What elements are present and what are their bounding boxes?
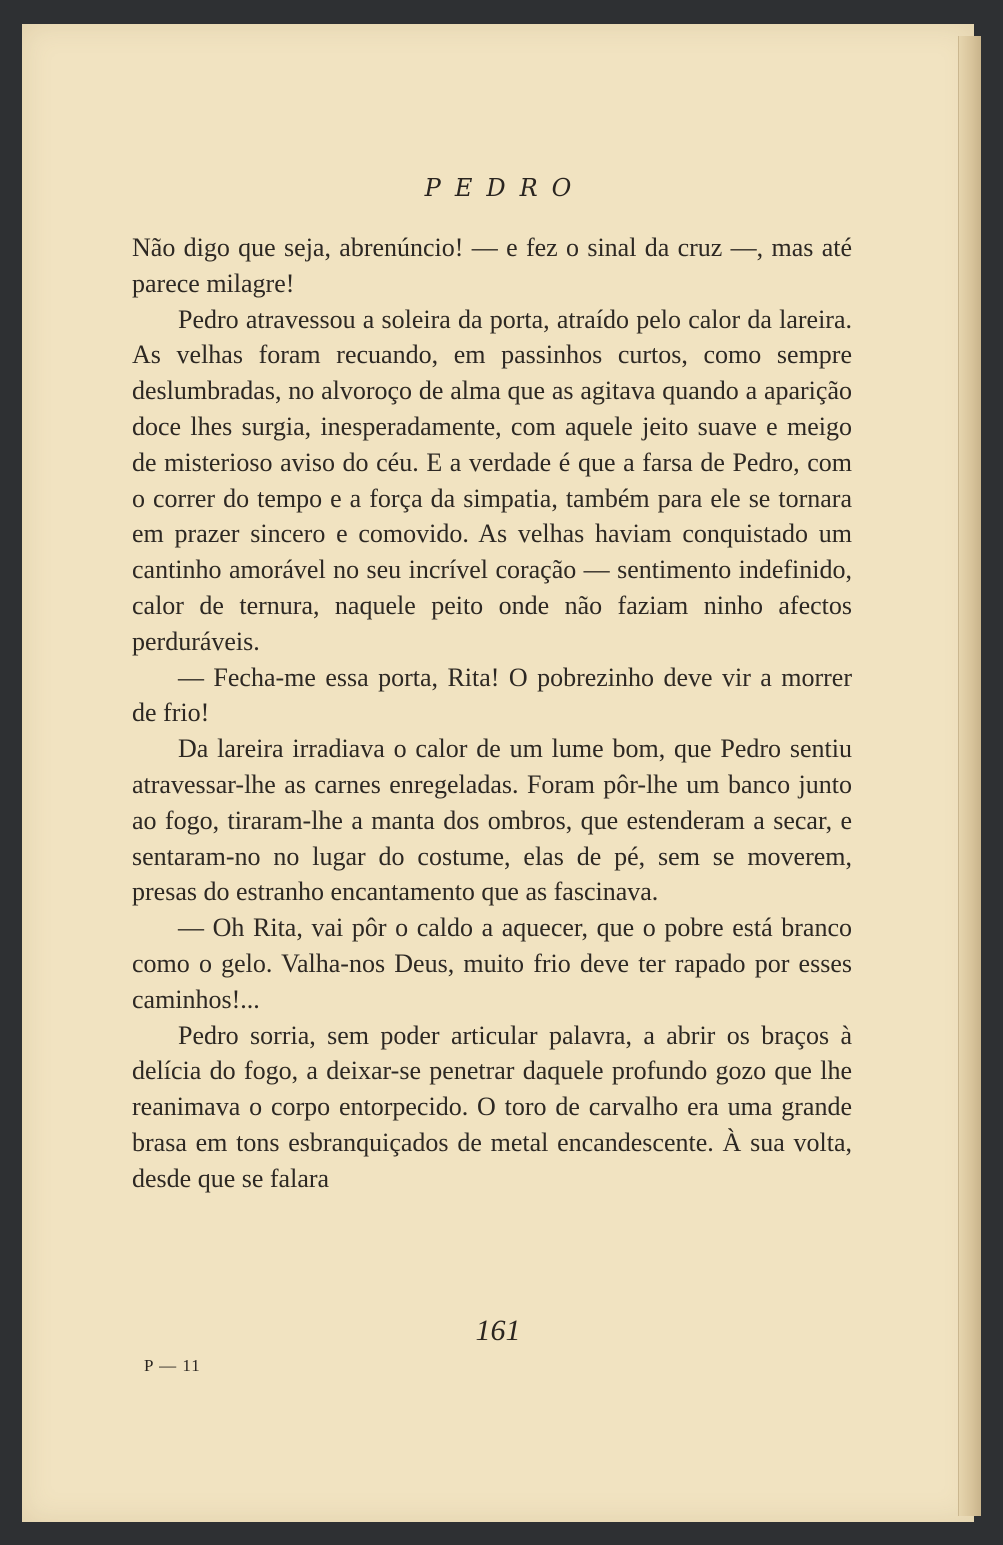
page-stack-edge — [958, 36, 981, 1516]
signature-mark: P — 11 — [144, 1356, 201, 1375]
paragraph: — Oh Rita, vai pôr o caldo a aquecer, que o pobre está branco como o gelo. Valha-nos Deus, muito frio deve ter rapado por esses caminhos!... — [132, 913, 852, 1014]
paragraph: — Fecha-me essa porta, Rita! O pobrezinho deve vir a morrer de frio! — [132, 662, 852, 728]
paragraph: Não digo que seja, abrenúncio! — e fez o sinal da cruz —, mas até parece milagre! — [132, 233, 852, 298]
paragraph: Pedro sorria, sem poder articular palavra, a abrir os braços à delícia do fogo, a deixar-se penetrar daquele profundo gozo que lhe reanimava o corpo entorpecido. O toro de carvalho era uma grande brasa em tons esbranquiçados de metal encandescente. À sua volta, desde que se falara — [132, 1020, 852, 1193]
book-page — [22, 24, 974, 1522]
running-head: PEDRO — [424, 174, 586, 202]
body-text — [132, 230, 852, 1197]
paragraph: Da lareira irradiava o calor de um lume bom, que Pedro sentiu atravessar-lhe as carnes enregeladas. Foram pôr-lhe um banco junto ao fogo, tiraram-lhe a manta dos ombros, que estenderam a secar, e sentaram-no no lugar do costume, elas de pé, sem se moverem, presas do estranho encantamento que as fascinava. — [132, 734, 852, 907]
paragraph: Pedro atravessou a soleira da porta, atraído pelo calor da lareira. As velhas foram recuando, em passinhos curtos, como sempre deslumbradas, no alvoroço de alma que as agitava quando a aparição doce lhes surgia, inesperadamente, com aquele jeito suave e meigo de misterioso aviso do céu. E a verdade é que a farsa de Pedro, com o correr do tempo e a força da simpatia, também para ele se tornara em prazer sincero e comovido. As velhas haviam conquistado um cantinho amorável no seu incrível coração — sentimento indefinido, calor de ternura, naquele peito onde não faziam ninho afectos perduráveis. — [132, 304, 852, 656]
page-number: 161 — [475, 1314, 521, 1347]
